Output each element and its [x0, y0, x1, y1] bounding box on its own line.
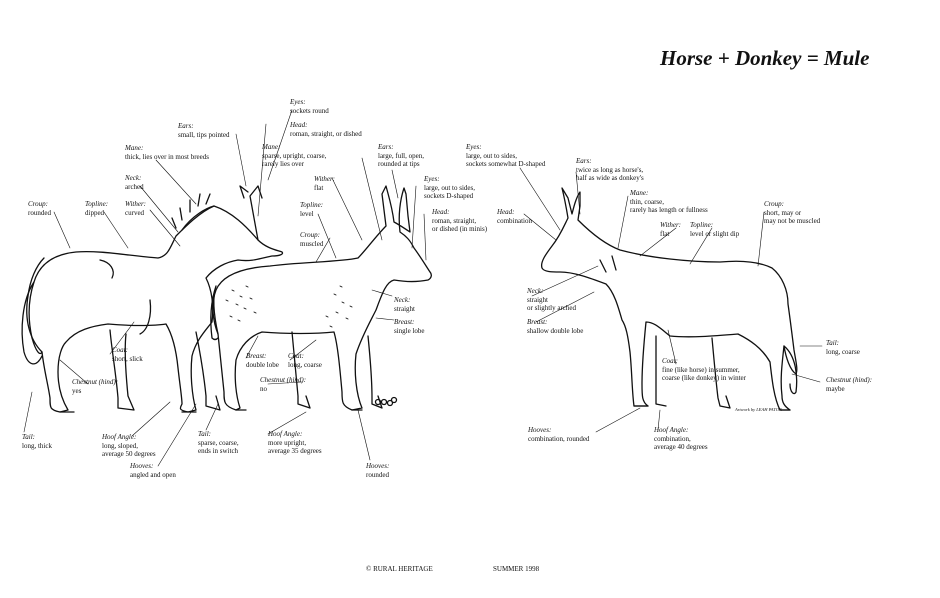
horse-label-desc: roman, straight, or dished	[290, 129, 362, 138]
horse-label-term: Neck:	[125, 174, 142, 182]
mule-label-desc: combination	[497, 216, 532, 225]
donkey-label-desc: ends in switch	[198, 447, 239, 455]
horse-label-croup	[28, 200, 51, 217]
horse-label-desc: arched	[125, 182, 144, 191]
horse-label-chestnut	[72, 378, 118, 395]
mule-label-term: Hoof Angle:	[654, 426, 689, 434]
mule-label-term: Ears:	[576, 157, 592, 165]
donkey-label-term: Croup:	[300, 231, 320, 239]
mule-label-desc: rarely has length or fullness	[630, 206, 708, 214]
horse-label-neck	[125, 174, 144, 191]
donkey-label-term: Chestnut (hind):	[260, 376, 307, 384]
donkey-label-hoofangle	[268, 430, 322, 456]
horse-label-desc: sockets round	[290, 106, 329, 115]
mule-label-term: Breast:	[527, 318, 548, 326]
mule-label-chestnut	[826, 376, 872, 393]
donkey-label-desc: straight	[394, 304, 415, 313]
donkey-label-term: Eyes:	[424, 175, 440, 183]
donkey-label-desc: average 35 degrees	[268, 447, 322, 455]
donkey-label-breast	[394, 318, 425, 335]
mule-label-wither	[660, 221, 681, 238]
footer-copyright: © RURAL HERITAGE	[366, 565, 433, 573]
donkey-label-desc: rounded at tips	[378, 160, 420, 168]
mule-label-desc: or slightly arched	[527, 304, 576, 312]
artwork-credit: Artwork by LEAH PATON	[735, 407, 783, 412]
mule-label-term: Wither:	[660, 221, 681, 229]
mule-label-desc: half as wide as donkey's	[576, 174, 644, 182]
footer-issue: SUMMER 1998	[493, 565, 540, 573]
horse-label-hooves	[130, 462, 176, 479]
donkey-label-eyes	[424, 175, 475, 201]
horse-label-term: Head:	[290, 121, 308, 129]
donkey-label-desc: more upright,	[268, 438, 307, 447]
horse-label-term: Hoof Angle:	[102, 433, 137, 441]
mule-label-desc: straight	[527, 295, 548, 304]
mule-label-desc: combination, rounded	[528, 434, 590, 443]
horse-label-desc: long, thick	[22, 441, 52, 450]
horse-label-term: Coat:	[112, 346, 128, 354]
mule-label-term: Eyes:	[466, 143, 482, 151]
donkey-label-desc: sparse, coarse,	[198, 438, 239, 447]
mule-label-hooves	[528, 426, 589, 443]
mule-label-term: Chestnut (hind):	[826, 376, 873, 384]
mule-label-desc: flat	[660, 229, 670, 238]
mule-label-head	[497, 208, 532, 225]
donkey-label-term: Wither:	[314, 175, 335, 183]
horse-label-term: Eyes:	[290, 98, 306, 106]
mule-label-topline	[690, 221, 739, 238]
mule-label-desc: shallow double lobe	[527, 326, 584, 335]
donkey-label-term: Tail:	[198, 430, 211, 438]
horse-label-mane	[125, 144, 209, 161]
horse-label-coat	[112, 346, 143, 363]
donkey-label-term: Ears:	[378, 143, 394, 151]
horse-label-term: Tail:	[22, 433, 35, 441]
horse-label-desc: angled and open	[130, 470, 176, 479]
donkey-label-term: Neck:	[394, 296, 411, 304]
donkey-label-term: Breast:	[394, 318, 415, 326]
horse-label-term: Wither:	[125, 200, 146, 208]
donkey-label-desc: large, out to sides,	[424, 183, 476, 192]
donkey-label-mane	[262, 143, 326, 169]
donkey-label-desc: no	[260, 384, 267, 393]
donkey-label-desc: sockets D-shaped	[424, 192, 474, 200]
mule-label-term: Topline:	[690, 221, 714, 229]
donkey-label-desc: long, coarse	[288, 360, 322, 369]
donkey-label-wither	[314, 175, 335, 192]
donkey-label-head	[432, 208, 487, 234]
donkey-label-term: Head:	[432, 208, 450, 216]
horse-label-topline	[85, 200, 108, 217]
horse-label-desc: curved	[125, 208, 145, 217]
donkey-label-desc: flat	[314, 183, 324, 192]
mule-label-coat	[662, 357, 746, 383]
donkey-label-term: Topline:	[300, 201, 324, 209]
mule-label-desc: large, out to sides,	[466, 151, 518, 160]
horse-label-wither	[125, 200, 146, 217]
mule-label-desc: short, may or	[764, 208, 802, 217]
horse-label-desc: yes	[72, 386, 82, 395]
mule-label-term: Croup:	[764, 200, 784, 208]
horse-label-term: Croup:	[28, 200, 48, 208]
mule-label-desc: average 40 degrees	[654, 443, 708, 451]
donkey-label-desc: single lobe	[394, 326, 425, 335]
horse-label-ears	[178, 122, 230, 139]
horse-label-head	[290, 121, 362, 138]
mule-label-eyes	[466, 143, 545, 169]
mule-label-neck	[527, 287, 576, 313]
mule-label-term: Mane:	[630, 189, 649, 197]
donkey-label-desc: sparse, upright, coarse,	[262, 151, 327, 160]
mule-label-tail	[826, 339, 860, 356]
mule-label-desc: may not be muscled	[764, 217, 821, 225]
page-title: Horse + Donkey = Mule	[660, 46, 870, 70]
horse-drawing	[22, 186, 282, 412]
donkey-label-term: Breast:	[246, 352, 267, 360]
horse-label-desc: small, tips pointed	[178, 130, 230, 139]
donkey-label-neck	[394, 296, 415, 313]
mule-label-desc: fine (like horse) in summer,	[662, 365, 740, 374]
donkey-label-tail	[198, 430, 239, 456]
donkey-label-term: Hoof Angle:	[268, 430, 303, 438]
horse-label-term: Topline:	[85, 200, 109, 208]
horse-label-desc: thick, lies over in most breeds	[125, 152, 209, 161]
donkey-label-desc: level	[300, 209, 314, 218]
donkey-label-breast2	[246, 352, 279, 369]
horse-label-eyes	[290, 98, 329, 115]
donkey-label-term: Mane:	[262, 143, 281, 151]
horse-label-tail	[22, 433, 52, 450]
donkey-label-topline	[300, 201, 323, 218]
mule-label-desc: long, coarse	[826, 347, 860, 356]
horse-label-desc: average 50 degrees	[102, 450, 156, 458]
mule-label-mane	[630, 189, 708, 215]
horse-label-hoofangle	[102, 433, 156, 459]
mule-label-term: Tail:	[826, 339, 839, 347]
donkey-label-desc: roman, straight,	[432, 216, 477, 225]
donkey-label-term: Coat:	[288, 352, 304, 360]
mule-label-hoofangle	[654, 426, 708, 452]
donkey-label-chestnut	[260, 376, 306, 393]
donkey-label-desc: rarely lies over	[262, 160, 304, 168]
horse-label-desc: short, slick	[112, 354, 143, 363]
mule-label-term: Hooves:	[528, 426, 552, 434]
mule-label-breast	[527, 318, 583, 335]
donkey-label-desc: large, full, open,	[378, 151, 424, 160]
horse-label-term: Mane:	[125, 144, 144, 152]
horse-label-desc: dipped	[85, 208, 105, 217]
horse-label-desc: long, sloped,	[102, 441, 138, 450]
mule-label-desc: combination,	[654, 434, 691, 443]
mule-label-desc: level or slight dip	[690, 229, 740, 238]
horse-label-term: Hooves:	[130, 462, 154, 470]
horse-label-term: Ears:	[178, 122, 194, 130]
mule-label-croup	[764, 200, 820, 226]
mule-label-term: Head:	[497, 208, 515, 216]
donkey-label-hooves	[366, 462, 389, 479]
mule-label-desc: twice as long as horse's,	[576, 165, 644, 174]
donkey-label-desc: muscled	[300, 239, 324, 248]
horse-label-desc: rounded	[28, 208, 51, 217]
mule-label-desc: sockets somewhat D-shaped	[466, 160, 546, 168]
donkey-label-desc: rounded	[366, 470, 389, 479]
horse-label-term: Chestnut (hind):	[72, 378, 119, 386]
donkey-label-term: Hooves:	[366, 462, 390, 470]
donkey-label-desc: or dished (in minis)	[432, 225, 488, 233]
mule-label-term: Coat:	[662, 357, 678, 365]
donkey-label-ears	[378, 143, 424, 169]
donkey-label-desc: double lobe	[246, 360, 279, 369]
mule-label-desc: coarse (like donkey) in winter	[662, 374, 746, 382]
donkey-label-coat	[288, 352, 322, 369]
mule-label-desc: thin, coarse,	[630, 197, 665, 206]
mule-label-desc: maybe	[826, 384, 845, 393]
mule-label-term: Neck:	[527, 287, 544, 295]
donkey-label-croup	[300, 231, 323, 248]
mule-label-ears	[576, 157, 644, 183]
